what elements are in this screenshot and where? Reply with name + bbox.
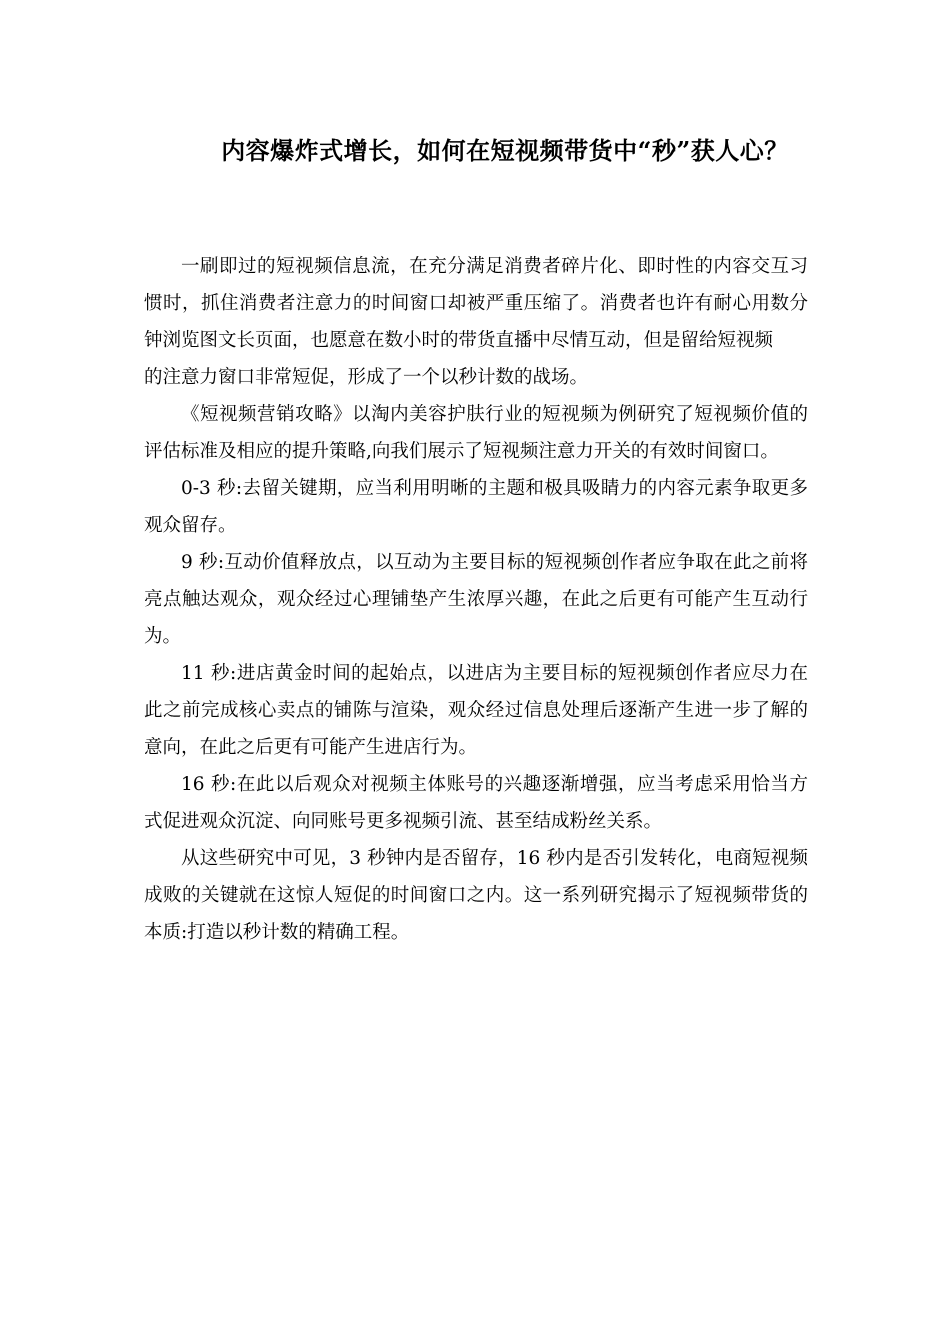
document-body (144, 248, 808, 951)
paragraph-16-seconds: 16 秒:在此以后观众对视频主体账号的兴趣逐渐增强，应当考虑采用恰当方式促进观众沉淀、向同账号更多视频引流、甚至结成粉丝关系。 (144, 774, 808, 832)
paragraph-strategy-guide: 《短视频营销攻略》以淘内美容护肤行业的短视频为例研究了短视频价值的评估标准及相应的提升策略,向我们展示了短视频注意力开关的有效时间窗口。 (144, 404, 808, 462)
paragraph-conclusion: 从这些研究中可见，3 秒钟内是否留存，16 秒内是否引发转化，电商短视频成败的关键就在这惊人短促的时间窗口之内。这一系列研究揭示了短视频带货的本质:打造以秒计数的精确工程。 (144, 848, 808, 943)
paragraph-9-seconds: 9 秒:互动价值释放点，以互动为主要目标的短视频创作者应争取在此之前将亮点触达观众，观众经过心理铺垫产生浓厚兴趣，在此之后更有可能产生互动行为。 (144, 552, 808, 647)
paragraph-0-3-seconds: 0-3 秒:去留关键期，应当利用明晰的主题和极具吸睛力的内容元素争取更多观众留存。 (144, 478, 808, 536)
paragraph-11-seconds: 11 秒:进店黄金时间的起始点，以进店为主要目标的短视频创作者应尽力在此之前完成核心卖点的铺陈与渲染，观众经过信息处理后逐渐产生进一步了解的意向，在此之后更有可能产生进店行为。 (144, 663, 808, 758)
paragraph-intro: 一刷即过的短视频信息流，在充分满足消费者碎片化、即时性的内容交互习惯时，抓住消费者注意力的时间窗口却被严重压缩了。消费者也许有耐心用数分钟浏览图文长页面，也愿意在数小时的带货直播中尽情互动，但是留给短视频 (144, 256, 808, 351)
paragraph-intro-continued: 的注意力窗口非常短促，形成了一个以秒计数的战场。 (144, 367, 589, 388)
document-title: 内容爆炸式增长，如何在短视频带货中“秒”获人心？ (221, 136, 789, 165)
